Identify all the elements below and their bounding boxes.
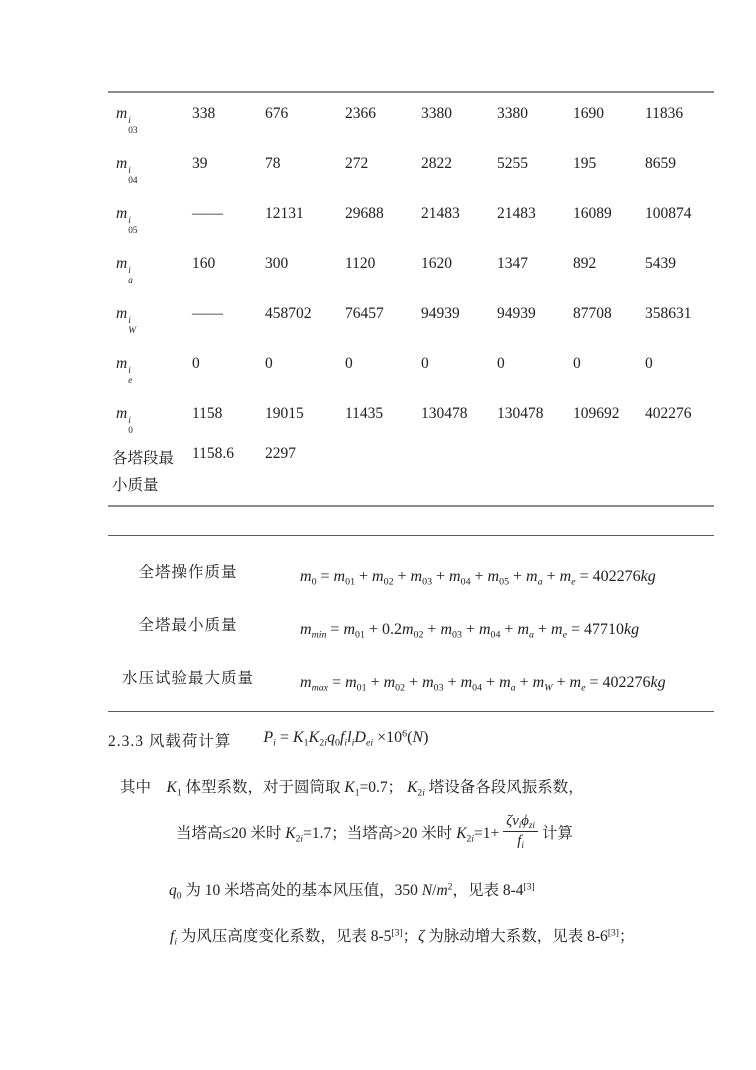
mass-value-cell: 130478: [421, 405, 468, 422]
table-row: [108, 544, 714, 597]
total-mass-table: [108, 535, 714, 712]
operating-mass-formula: $m_0 = m_{01} + m_{02} + m_{03} + m_{04} + m_{05} + m_a + m_e = 402276kg$: [300, 567, 656, 588]
mass-value-cell: 1158: [192, 405, 223, 422]
row-label: m i 0: [116, 405, 133, 436]
mass-value-cell: 29688: [345, 205, 384, 222]
mass-value-cell: 0: [497, 355, 505, 372]
fraction-denominator: $f_i$: [517, 833, 524, 851]
mass-value-cell: [573, 443, 645, 499]
mass-value-cell: [421, 443, 497, 499]
mass-table-row: [108, 393, 714, 443]
mass-value-cell: 1347: [497, 255, 528, 272]
mass-value-cell: 160: [192, 255, 216, 272]
row-label: 各塔段最小质量: [112, 450, 175, 495]
row-label: m i a: [116, 255, 133, 286]
row-label: m i 03: [116, 105, 138, 136]
text-line-fi: $f_i$ 为风压高度变化系数，见表 8-5[3]；ζ 为脉动增大系数，见表 8-6[3]；: [170, 927, 635, 948]
table-row: [108, 597, 714, 650]
mass-value-cell: 2366: [345, 105, 376, 122]
text-line-k2i: [108, 813, 714, 850]
text-line-k1: 其中 $K_1$ 体型系数，对于圆筒取 $K_1=0.7$； $K_{2i}$ 塔设备各段风振系数，: [120, 779, 584, 799]
mass-value-cell: 0: [265, 355, 273, 372]
mass-value-cell: 2297: [265, 445, 296, 462]
mass-value-cell: 0: [645, 355, 653, 372]
minimum-mass-formula: $m_{min} = m_{01} + 0.2m_{02} + m_{03} + m_{04} + m_a + m_e = 47710kg$: [300, 620, 640, 641]
mass-value-cell: 0: [345, 355, 353, 372]
mass-table-row: [108, 93, 714, 143]
k2i-suffix-text: 计算: [541, 824, 573, 842]
mass-value-cell: ——: [192, 205, 223, 222]
mass-value-cell: 94939: [497, 305, 536, 322]
section-heading-line: [108, 729, 714, 751]
mass-table-row: [108, 443, 714, 505]
row-label: m i 05: [116, 205, 138, 236]
mass-value-cell: 0: [421, 355, 429, 372]
mass-value-cell: 16089: [573, 205, 612, 222]
mass-value-cell: 11435: [345, 405, 384, 422]
mass-table-row: [108, 143, 714, 193]
table-row: [108, 650, 714, 703]
mass-value-cell: [345, 443, 421, 499]
mass-value-cell: 76457: [345, 305, 384, 322]
mass-table-row: [108, 243, 714, 293]
mass-value-cell: 21483: [497, 205, 536, 222]
row-label: m i W: [116, 305, 136, 336]
mass-value-cell: 39: [192, 155, 208, 172]
mass-value-cell: 1690: [573, 105, 604, 122]
mass-value-cell: 87708: [573, 305, 612, 322]
mass-value-cell: 458702: [265, 305, 312, 322]
mass-value-cell: 338: [192, 105, 216, 122]
mass-value-cell: 8659: [645, 155, 676, 172]
mass-value-cell: 300: [265, 255, 289, 272]
mass-value-cell: 892: [573, 255, 597, 272]
text-line-q0: $q_0$ 为 10 米塔高处的基本风压值，350 $N/m^2$，见表 8-4[3]: [169, 881, 535, 902]
mass-value-cell: 2822: [421, 155, 452, 172]
mass-value-cell: [645, 443, 714, 499]
mass-value-cell: 78: [265, 155, 281, 172]
page-content: [108, 91, 714, 946]
mass-value-cell: 11836: [645, 105, 684, 122]
mass-value-cell: 130478: [497, 405, 544, 422]
mass-value-cell: 21483: [421, 205, 460, 222]
mass-value-cell: 19015: [265, 405, 304, 422]
mass-table-row: [108, 293, 714, 343]
mass-value-cell: 0: [192, 355, 200, 372]
k2i-condition-text: 当塔高≤20 米时 $K_{2i}=1.7$；当塔高>20 米时 $K_{2i}=1+$: [176, 824, 500, 845]
mass-value-cell: 3380: [497, 105, 528, 122]
mass-value-cell: 109692: [573, 405, 620, 422]
mass-value-cell: 358631: [645, 305, 692, 322]
mass-value-cell: 100874: [645, 205, 692, 222]
mass-value-cell: ——: [192, 305, 223, 322]
mass-value-cell: 402276: [645, 405, 692, 422]
mass-value-cell: 676: [265, 105, 289, 122]
mass-value-cell: 1158.6: [192, 445, 235, 462]
mass-value-cell: [497, 443, 573, 499]
row-label-operating-mass: 全塔操作质量: [138, 563, 238, 581]
row-label: m i 04: [116, 155, 138, 186]
mass-value-cell: 94939: [421, 305, 460, 322]
mass-value-cell: 1620: [421, 255, 452, 272]
section-heading: 2.3.3 风载荷计算: [108, 733, 232, 751]
row-label-hydrotest-mass: 水压试验最大质量: [121, 669, 254, 687]
mass-value-cell: 272: [345, 155, 369, 172]
row-label-minimum-mass: 全塔最小质量: [138, 616, 238, 634]
mass-table-row: [108, 193, 714, 243]
mass-value-cell: 12131: [265, 205, 304, 222]
wind-load-formula: $P_i = K_1K_{2i}q_0f_il_iD_{ei} \times 10^6(N)$: [263, 728, 429, 749]
hydrotest-mass-formula: $m_{max} = m_{01} + m_{02} + m_{03} + m_{04} + m_a + m_W + m_e = 402276kg$: [300, 673, 666, 694]
k2i-fraction: [503, 813, 538, 850]
mass-value-cell: 3380: [421, 105, 452, 122]
row-label: m i e: [116, 355, 133, 386]
wind-load-section: [108, 729, 714, 946]
segment-mass-table: [108, 91, 714, 507]
mass-value-cell: 195: [573, 155, 597, 172]
mass-value-cell: 1120: [345, 255, 376, 272]
mass-table-row: [108, 343, 714, 393]
mass-value-cell: 0: [573, 355, 581, 372]
fraction-numerator: $\zeta v_i\phi_{zi}$: [503, 813, 538, 832]
mass-value-cell: 5255: [497, 155, 528, 172]
mass-value-cell: 5439: [645, 255, 676, 272]
